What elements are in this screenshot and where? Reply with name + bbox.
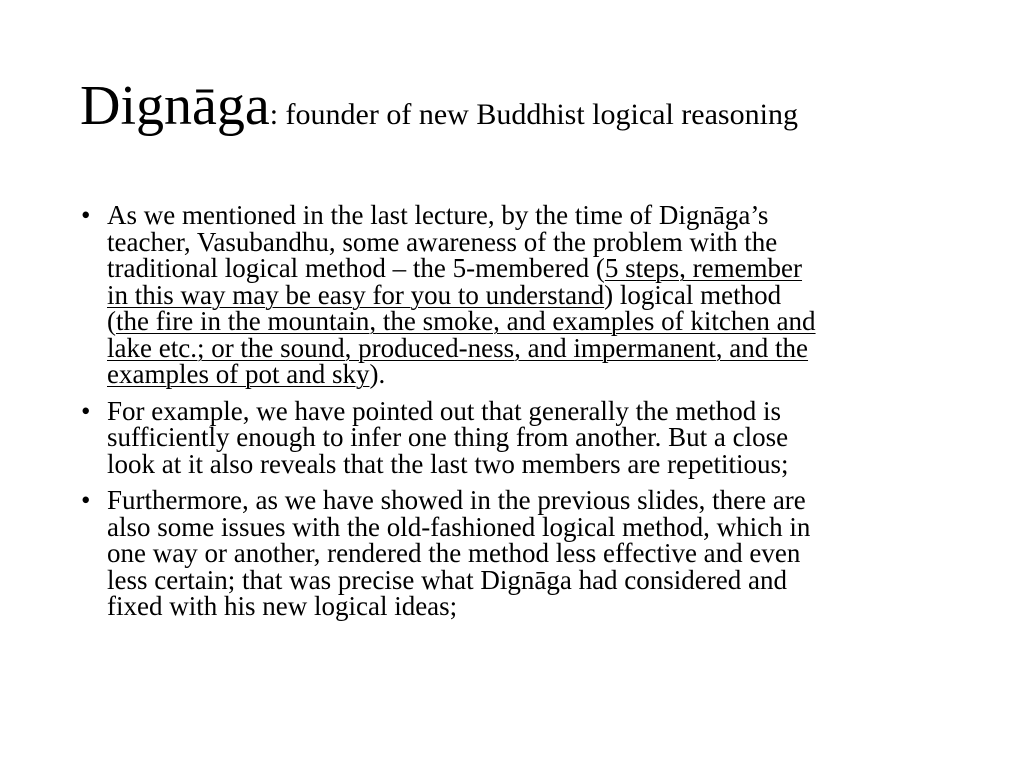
bullet-line	[107, 540, 960, 567]
text-run: Furthermore, as we have showed in the previous slides, there are	[107, 485, 806, 515]
bullet-line	[107, 448, 960, 479]
bullet-list	[80, 202, 960, 630]
slide-title-main: Dignāga	[80, 75, 270, 137]
text-run: As we mentioned in the last lecture, by the time of Dignāga’s	[107, 200, 769, 230]
bullet-item	[80, 202, 960, 388]
bullet-text	[107, 202, 960, 388]
underlined-text: examples of pot and sky	[107, 359, 370, 389]
underlined-text: 5 steps, remember	[604, 253, 803, 283]
bullet-text	[107, 487, 960, 620]
bullet-marker: •	[81, 395, 91, 426]
bullet-line	[107, 487, 960, 514]
bullet-line	[107, 424, 960, 451]
bullet-line	[107, 226, 960, 257]
bullet-line	[107, 395, 960, 426]
bullet-line	[107, 564, 960, 595]
text-run: one way or another, rendered the method less effective and even	[107, 538, 801, 568]
text-run: teacher, Vasubandhu, some awareness of the problem with the	[107, 226, 778, 257]
text-run: (	[107, 306, 116, 336]
bullet-line	[107, 332, 960, 363]
text-run: For example, we have pointed out that generally the method is	[107, 395, 782, 426]
bullet-line	[107, 361, 960, 388]
text-run: less certain; that was precise what Dignāga had considered and	[107, 564, 787, 595]
bullet-item	[80, 395, 960, 479]
text-run: look at it also reveals that the last two members are repetitious;	[107, 448, 789, 479]
underlined-text: lake etc.; or the sound, produced-ness, and impermanent, and the	[107, 332, 809, 363]
bullet-text	[107, 395, 960, 479]
bullet-line	[107, 511, 960, 542]
text-run: ).	[369, 359, 386, 389]
bullet-line	[107, 255, 960, 282]
bullet-line	[107, 202, 960, 229]
text-run: ) logical method	[604, 279, 782, 310]
bullet-line	[107, 308, 960, 335]
underlined-text: the fire in the mountain, the smoke, and examples of kitchen and	[116, 306, 816, 336]
bullet-item	[80, 487, 960, 620]
slide-title	[80, 75, 798, 137]
bullet-marker: •	[81, 200, 91, 230]
text-run: traditional logical method – the 5-membered (	[107, 253, 605, 283]
slide-title-subtitle: : founder of new Buddhist logical reasoning	[269, 98, 798, 131]
bullet-line	[107, 279, 960, 310]
bullet-line	[107, 593, 960, 620]
text-run: sufficiently enough to infer one thing from another. But a close	[107, 422, 789, 452]
text-run: fixed with his new logical ideas;	[107, 591, 458, 621]
bullet-marker: •	[81, 485, 91, 515]
text-run: also some issues with the old-fashioned logical method, which in	[107, 511, 811, 542]
underlined-text: in this way may be easy for you to understand	[107, 279, 605, 310]
